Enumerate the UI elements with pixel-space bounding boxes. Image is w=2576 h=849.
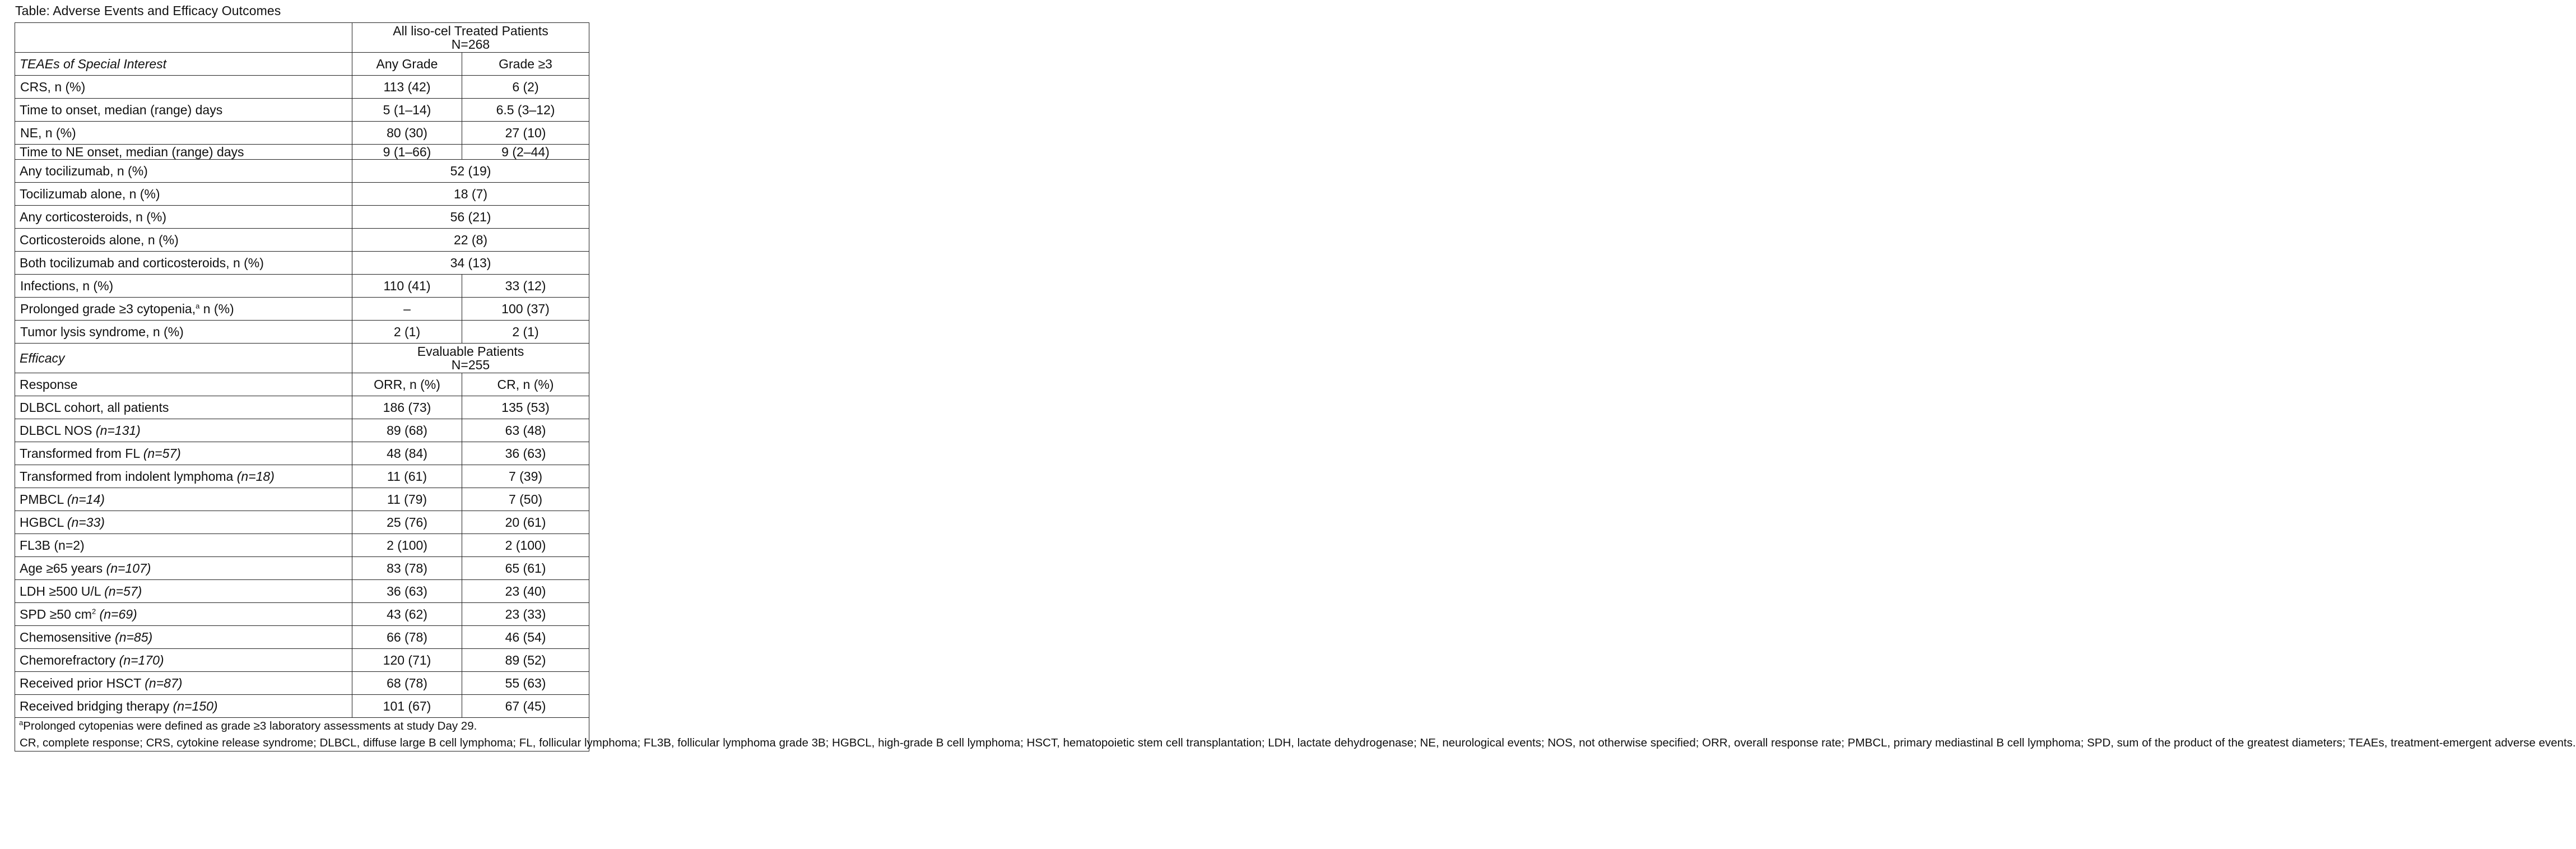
orr-value: 11 (79) [352,488,462,511]
table-row [15,252,589,275]
row-label [15,488,352,511]
orr-value: 68 (78) [352,672,462,695]
cr-value: 2 (100) [462,534,589,557]
row-label-suffix: n (%) [199,301,234,316]
treated-patients-header [352,23,589,53]
row-label: Any corticosteroids, n (%) [15,206,352,229]
footnote-marker: a [19,718,24,727]
evaluable-patients-header [352,344,589,373]
row-label [15,695,352,718]
grade3-value: 27 (10) [462,122,589,145]
row-n: (n=131) [95,423,141,438]
row-label: Corticosteroids alone, n (%) [15,229,352,252]
table-row [15,695,589,718]
table-row [15,488,589,511]
row-label: CRS, n (%) [15,76,352,99]
row-label [15,511,352,534]
footnote-line [19,718,584,735]
table-row [15,534,589,557]
row-label-text: FL3B [20,537,54,553]
response-header-row [15,373,589,396]
table-row [15,557,589,580]
row-label-text: Transformed from indolent lymphoma [20,468,237,484]
row-label: Both tocilizumab and corticosteroids, n (%) [15,252,352,275]
table-row [15,183,589,206]
table-row [15,275,589,298]
grade3-value: 9 (2–44) [462,145,589,160]
grade3-value: 33 (12) [462,275,589,298]
table-row [15,603,589,626]
row-label-text: PMBCL [20,491,67,507]
row-label-text: Chemosensitive [20,629,115,644]
table-row [15,396,589,419]
row-label: Tocilizumab alone, n (%) [15,183,352,206]
grade3-value: 6.5 (3–12) [462,99,589,122]
row-label [15,419,352,442]
treated-patients-title: All liso-cel Treated Patients [393,24,548,38]
abbreviations: CR, complete response; CRS, cytokine release syndrome; DLBCL, diffuse large B cell lymphoma; FL, follicular lymphoma; FL3B, follicular lymphoma grade 3B; HGBCL, high-grade B cell lymphoma; HSCT, hematopoietic stem cell transplantation; LDH, lactate dehydrogenase; NE, neurological events; NOS, not otherwise specified; ORR, overall response rate; PMBCL, primary mediastinal B cell lymphoma; SPD, sum of the product of the greatest diameters; TEAEs, treatment-emergent adverse events. [20,736,2576,749]
cr-header: CR, n (%) [462,373,589,396]
row-label-text: SPD ≥50 cm [20,606,92,621]
table-row [15,465,589,488]
grade3-value: 2 (1) [462,321,589,344]
table-row [15,419,589,442]
cr-value: 7 (50) [462,488,589,511]
efficacy-section-title: Efficacy [15,344,352,373]
row-label [15,672,352,695]
any-grade-value: 113 (42) [352,76,462,99]
outcomes-table [15,22,2576,751]
row-n: (n=33) [67,514,105,530]
orr-value: 11 (61) [352,465,462,488]
orr-value: 48 (84) [352,442,462,465]
response-label: Response [15,373,352,396]
orr-value: 43 (62) [352,603,462,626]
table-row [15,229,589,252]
table-row [15,76,589,99]
footnote-text: Prolonged cytopenias were defined as grade ≥3 laboratory assessments at study Day 29. [23,720,477,732]
grade3-header: Grade ≥3 [462,53,589,76]
table-row [15,160,589,183]
row-label [15,649,352,672]
combined-value: 56 (21) [352,206,589,229]
row-label-text: Chemorefractory [20,652,119,667]
table-row [15,649,589,672]
row-n: (n=87) [145,675,183,690]
cr-value: 20 (61) [462,511,589,534]
cr-value: 7 (39) [462,465,589,488]
combined-value: 18 (7) [352,183,589,206]
row-label: Any tocilizumab, n (%) [15,160,352,183]
superscript: 2 [91,606,96,615]
row-label: NE, n (%) [15,122,352,145]
row-label [15,442,352,465]
footnote [15,718,2576,751]
table-row [15,298,589,321]
footnote-marker: a [196,301,200,310]
cr-value: 55 (63) [462,672,589,695]
row-n: (n=69) [96,606,137,621]
teae-header-row [15,53,589,76]
row-n: (n=57) [104,583,142,599]
row-n: (n=150) [173,698,218,713]
grade3-value: 6 (2) [462,76,589,99]
row-label [15,557,352,580]
table-caption: Table: Adverse Events and Efficacy Outcomes [15,3,281,18]
table-row [15,99,589,122]
efficacy-header-row [15,344,589,373]
row-n: (n=170) [119,652,164,667]
cr-value: 36 (63) [462,442,589,465]
combined-value: 52 (19) [352,160,589,183]
row-label [15,534,352,557]
any-grade-value: – [352,298,462,321]
evaluable-patients-title: Evaluable Patients [417,344,524,359]
any-grade-header: Any Grade [352,53,462,76]
header-row [15,23,589,53]
cr-value: 135 (53) [462,396,589,419]
row-label [15,603,352,626]
orr-header: ORR, n (%) [352,373,462,396]
cr-value: 46 (54) [462,626,589,649]
row-label-text: Received bridging therapy [20,698,173,713]
cr-value: 65 (61) [462,557,589,580]
table-row [15,511,589,534]
table-row [15,145,589,160]
orr-value: 89 (68) [352,419,462,442]
any-grade-value: 80 (30) [352,122,462,145]
row-label-text: DLBCL NOS [20,423,96,438]
teae-section-title: TEAEs of Special Interest [15,53,352,76]
table-row [15,672,589,695]
row-label: Time to onset, median (range) days [15,99,352,122]
row-n: (n=107) [106,560,151,576]
any-grade-value: 9 (1–66) [352,145,462,160]
any-grade-value: 5 (1–14) [352,99,462,122]
cr-value: 23 (33) [462,603,589,626]
row-label: Tumor lysis syndrome, n (%) [15,321,352,344]
orr-value: 101 (67) [352,695,462,718]
combined-value: 34 (13) [352,252,589,275]
row-n: (n=14) [67,491,105,507]
row-label-text: Prolonged grade ≥3 cytopenia, [20,301,196,316]
footnote-row [15,718,589,751]
row-label-text: HGBCL [20,514,67,530]
combined-value: 22 (8) [352,229,589,252]
orr-value: 120 (71) [352,649,462,672]
row-n: (n=2) [54,537,85,553]
orr-value: 2 (100) [352,534,462,557]
treated-patients-n: N=268 [451,37,490,52]
cr-value: 63 (48) [462,419,589,442]
orr-value: 66 (78) [352,626,462,649]
orr-value: 83 (78) [352,557,462,580]
row-label: Time to NE onset, median (range) days [15,145,352,160]
table-row [15,206,589,229]
cr-value: 67 (45) [462,695,589,718]
cr-value: 89 (52) [462,649,589,672]
row-label [15,465,352,488]
orr-value: 25 (76) [352,511,462,534]
row-label [15,580,352,603]
row-label-text: Transformed from FL [20,446,143,461]
row-label-text: LDH ≥500 U/L [20,583,105,599]
row-label: Infections, n (%) [15,275,352,298]
orr-value: 186 (73) [352,396,462,419]
row-label-text: Received prior HSCT [20,675,145,690]
row-label-text: Age ≥65 years [20,560,106,576]
row-label: DLBCL cohort, all patients [15,396,352,419]
header-empty-cell [15,23,352,53]
table-row [15,122,589,145]
any-grade-value: 2 (1) [352,321,462,344]
evaluable-patients-n: N=255 [451,358,490,372]
any-grade-value: 110 (41) [352,275,462,298]
row-label [15,626,352,649]
table-row [15,580,589,603]
table-row [15,626,589,649]
orr-value: 36 (63) [352,580,462,603]
cr-value: 23 (40) [462,580,589,603]
table-row [15,321,589,344]
row-label [15,298,352,321]
table-row [15,442,589,465]
grade3-value: 100 (37) [462,298,589,321]
row-n: (n=18) [236,468,275,484]
row-n: (n=85) [115,629,153,644]
row-n: (n=57) [143,446,181,461]
